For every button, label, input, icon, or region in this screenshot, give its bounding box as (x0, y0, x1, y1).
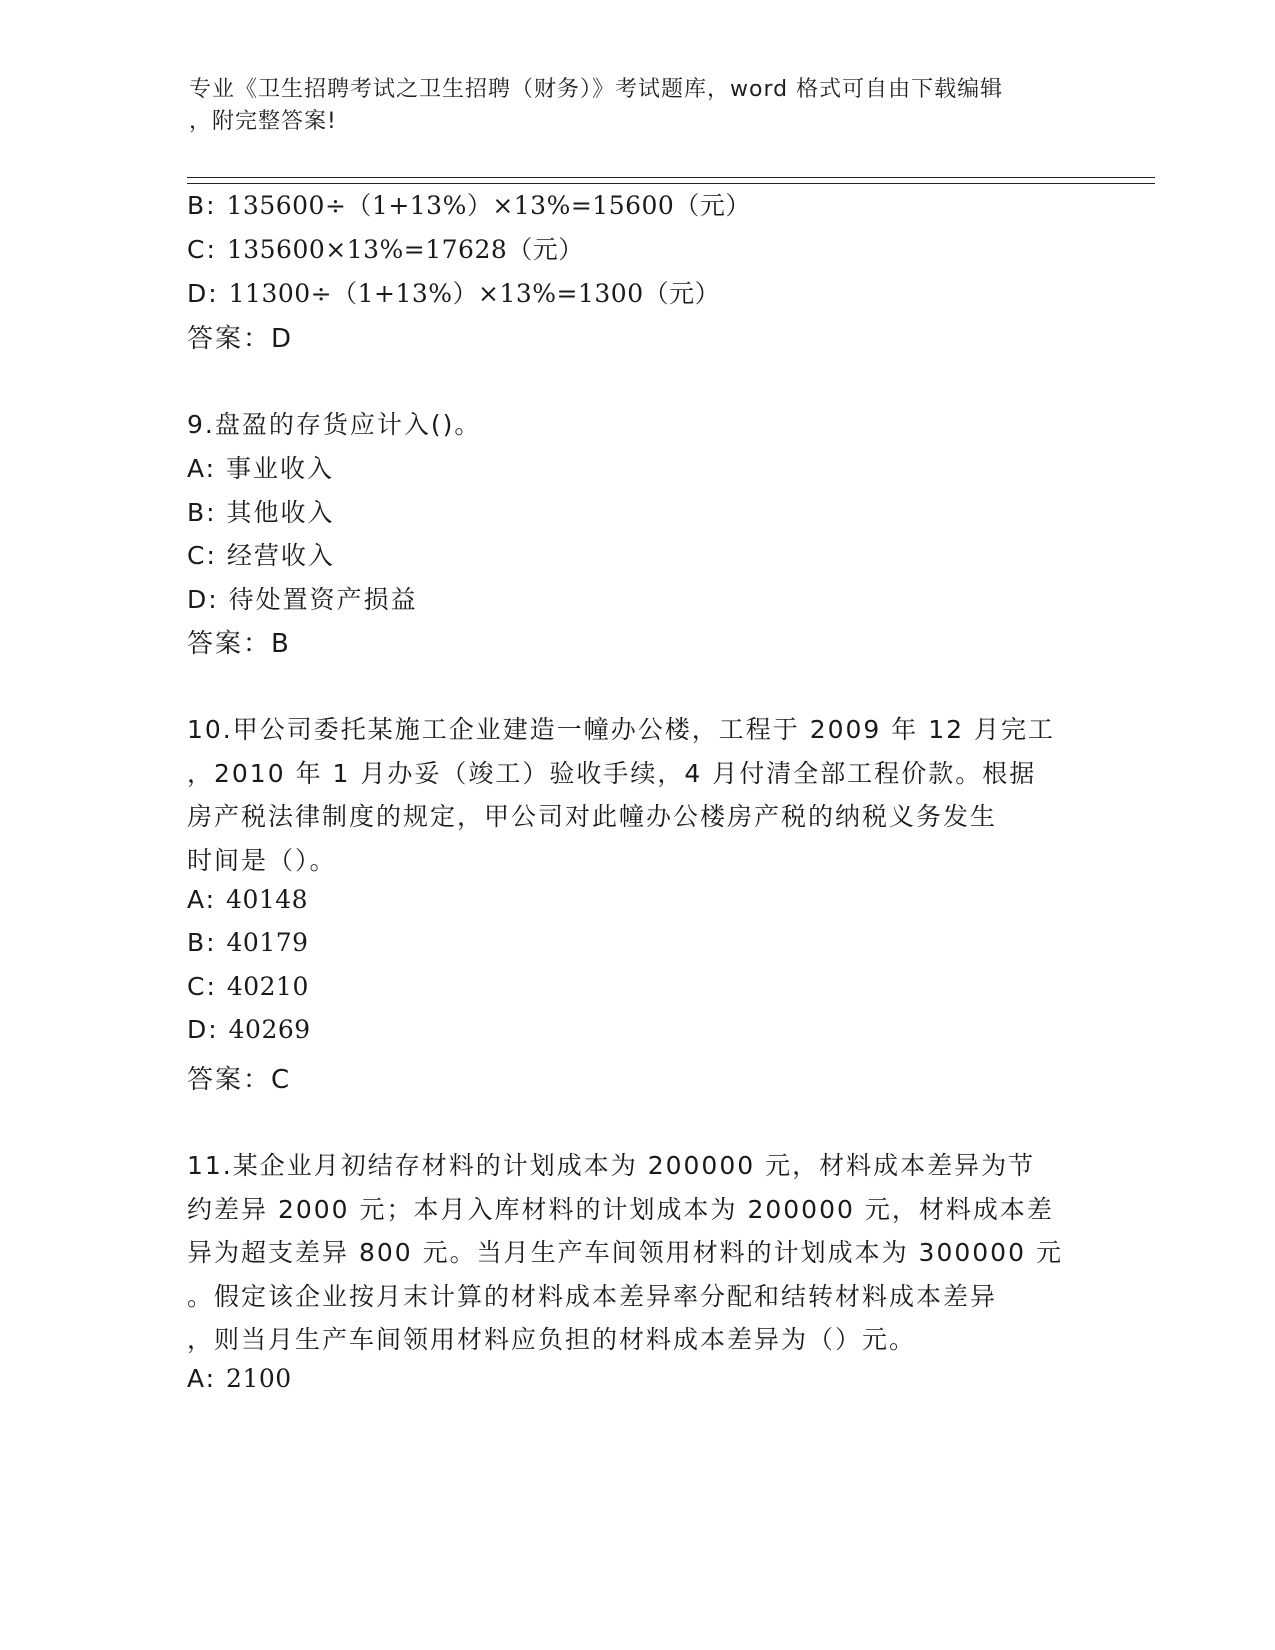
option-text: 40179 (226, 928, 309, 957)
q11-stem-line-1: 11.某企业月初结存材料的计划成本为 200000 元，材料成本差异为节 (187, 1151, 1036, 1180)
option-text: 40148 (226, 885, 309, 914)
option-letter: A: (187, 885, 217, 914)
option-letter: B: (187, 498, 217, 527)
q9-option-a (187, 449, 334, 485)
option-d (187, 274, 720, 310)
q10-option-a (187, 885, 308, 914)
header-divider-top (187, 177, 1155, 178)
option-text: 其他收入 (226, 498, 335, 527)
q10-stem-line-3: 房产税法律制度的规定，甲公司对此幢办公楼房产税的纳税义务发生 (187, 802, 998, 831)
q9-option-d (187, 580, 418, 616)
option-letter: D: (187, 1015, 219, 1044)
option-text: 40269 (228, 1015, 311, 1044)
option-letter: B: (187, 191, 217, 220)
option-letter: C: (187, 235, 217, 264)
q9-option-b (187, 493, 335, 529)
header-divider-bottom (187, 183, 1155, 184)
option-text: 待处置资产损益 (228, 585, 418, 614)
q10-stem-line-2: ，2010 年 1 月办妥（竣工）验收手续，4 月付清全部工程价款。根据 (187, 759, 1037, 788)
q11-stem-line-2: 约差异 2000 元；本月入库材料的计划成本为 200000 元，材料成本差 (187, 1195, 1054, 1224)
q10-stem-line-1: 10.甲公司委托某施工企业建造一幢办公楼，工程于 2009 年 12 月完工 (187, 715, 1055, 744)
q11-stem-line-3: 异为超支差异 800 元。当月生产车间领用材料的计划成本为 300000 元 (187, 1238, 1063, 1267)
question-9-stem: 9.盘盈的存货应计入()。 (187, 410, 482, 439)
option-text: 135600÷（1+13%）×13%=15600（元） (226, 191, 751, 220)
q10-option-d (187, 1015, 311, 1044)
option-text: 40210 (226, 972, 309, 1001)
option-letter: A: (187, 454, 217, 483)
option-text: 经营收入 (226, 541, 335, 570)
option-letter: D: (187, 279, 219, 308)
option-letter: B: (187, 928, 217, 957)
page-header (189, 74, 1069, 138)
option-text: 事业收入 (226, 454, 335, 483)
header-line-1: 专业《卫生招聘考试之卫生招聘（财务）》考试题库，word 格式可自由下载编辑 (189, 77, 1004, 102)
option-text: 11300÷（1+13%）×13%=1300（元） (228, 279, 721, 308)
q10-stem-line-4: 时间是（）。 (187, 846, 337, 875)
option-text: 135600×13%=17628（元） (226, 235, 584, 264)
answer-line: 答案：D (187, 324, 294, 354)
q11-option-a (187, 1364, 292, 1393)
q9-answer: 答案：B (187, 629, 291, 659)
option-letter: C: (187, 541, 217, 570)
option-letter: C: (187, 972, 217, 1001)
q11-stem-line-4: 。假定该企业按月末计算的材料成本差异率分配和结转材料成本差异 (187, 1282, 998, 1311)
q10-answer: 答案：C (187, 1065, 292, 1095)
header-line-2: ，附完整答案! (189, 109, 337, 134)
option-c (187, 230, 584, 266)
option-text: 2100 (226, 1364, 292, 1393)
option-b (187, 186, 751, 222)
q11-stem-line-5: ，则当月生产车间领用材料应负担的材料成本差异为（）元。 (187, 1325, 917, 1354)
q9-option-c (187, 536, 335, 572)
option-letter: D: (187, 585, 219, 614)
q10-option-c (187, 972, 309, 1001)
option-letter: A: (187, 1364, 217, 1393)
q10-option-b (187, 928, 309, 957)
